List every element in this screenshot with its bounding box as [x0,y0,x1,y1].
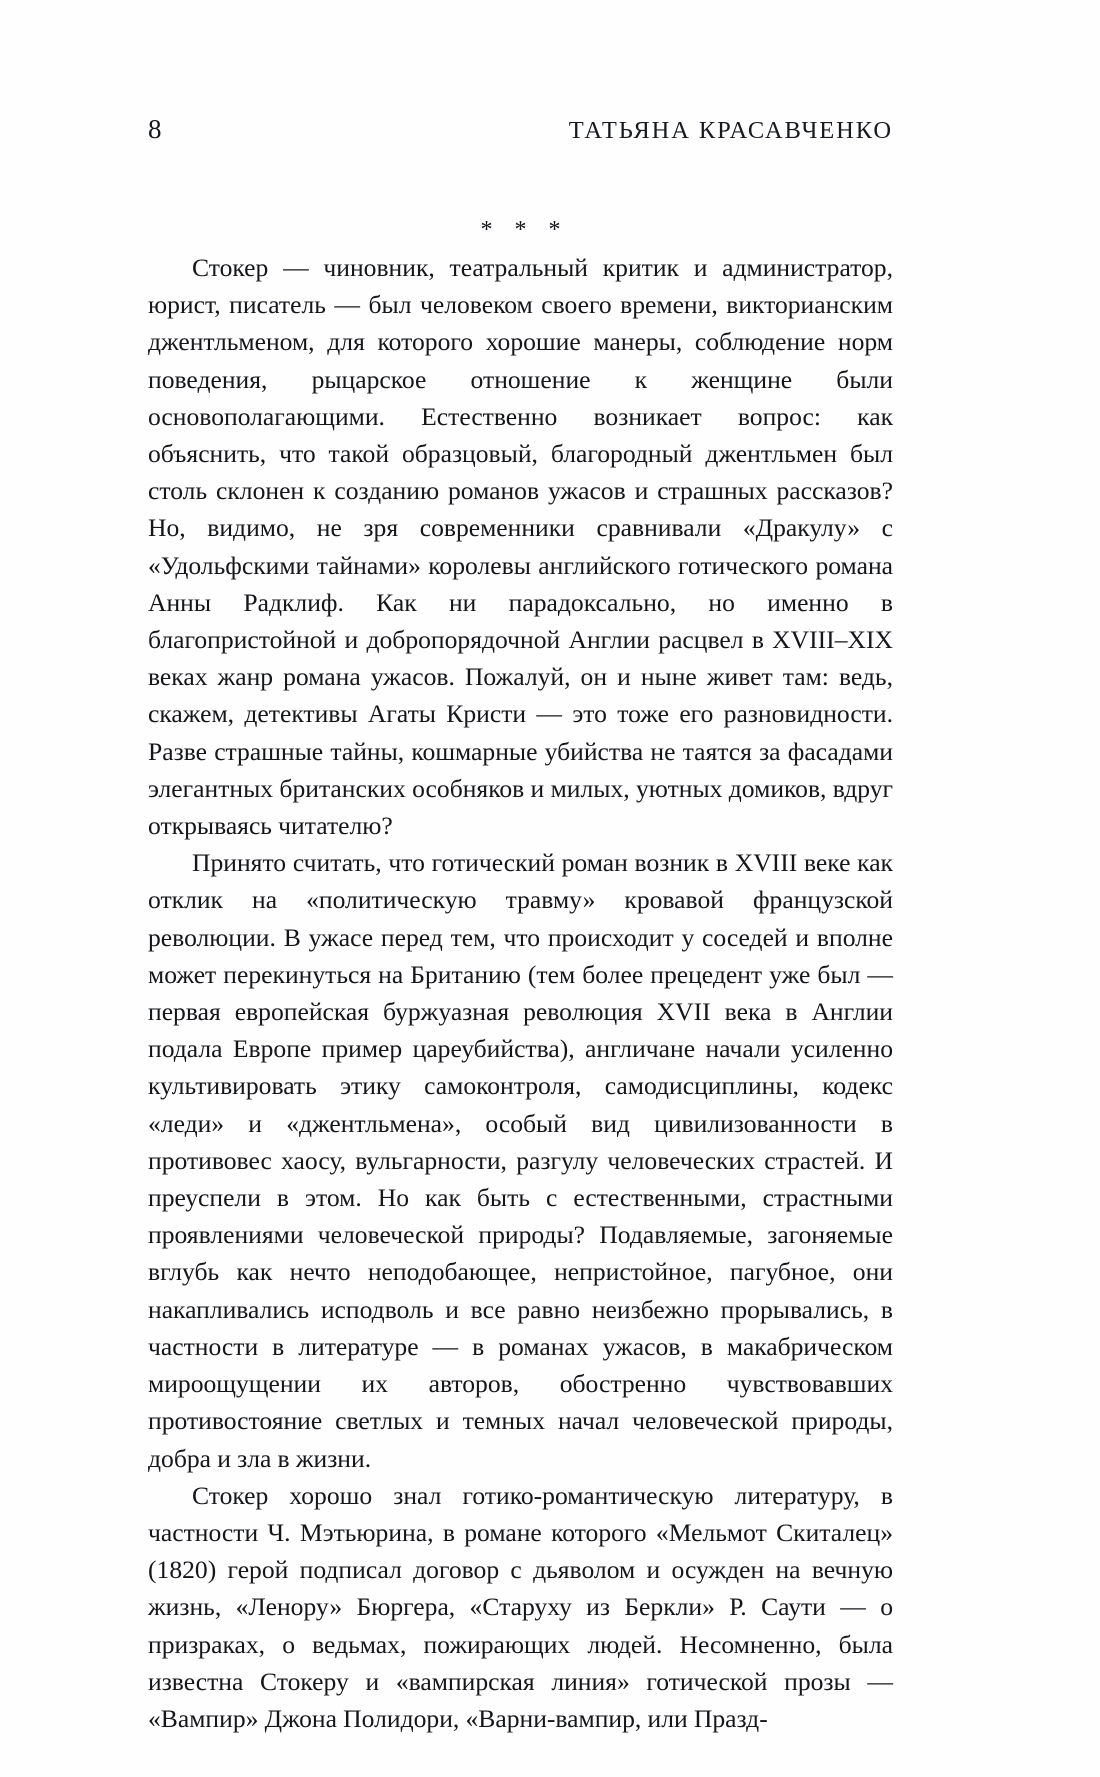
paragraph: Стокер — чиновник, театральный критик и администратор, юрист, писатель — был человеком своего времени, викторианским джентльменом, для которого хорошие манеры, соблюдение норм поведения, рыцарское отношение к женщине были основополагающими. Естественно возникает вопрос: как объяснить, что такой образцовый, благородный джентльмен был столь склонен к созданию романов ужасов и страшных рассказов? Но, видимо, не зря современники сравнивали «Дракулу» с «Удольфскими тайнами» королевы английского готического романа Анны Радклиф. Как ни парадоксально, но именно в благопристойной и добропорядочной Англии расцвел в XVIII–XIX веках жанр романа ужасов. Пожалуй, он и ныне живет там: ведь, скажем, детективы Агаты Кристи — это тоже его разновидности. Разве страшные тайны, кошмарные убийства не таятся за фасадами элегантных британских особняков и милых, уютных домиков, вдруг открываясь читателю? [148,253,893,841]
running-head-title: ТАТЬЯНА КРАСАВЧЕНКО [568,117,893,144]
page-number: 8 [148,114,162,144]
paragraph: Принято считать, что готический роман возник в XVIII веке как отклик на «политическую травму» кровавой французской революции. В ужасе перед тем, что происходит у соседей и вполне может перекинуться на Британию (тем более прецедент уже был — первая европейская буржуазная революция XVII века в Англии подала Европе пример цареубийства), англичане начали усиленно культивировать этику самоконтроля, самодисциплины, кодекс «леди» и «джентльмена», особый вид цивилизованности в противовес хаосу, вульгарности, разгулу человеческих страстей. И преуспели в этом. Но как быть с естественными, страстными проявлениями человеческой природы? Подавляемые, загоняемые вглубь как нечто неподобающее, непристойное, пагубное, они накапливались исподволь и все равно неизбежно прорывались, в частности в литературе — в романах ужасов, в макабрическом мироощущении их авторов, обостренно чувствовавших противостояние светлых и темных начал человеческой природы, добра и зла в жизни. [148,848,893,1473]
text-column [148,213,893,1737]
paragraph: Стокер хорошо знал готико-романтическую литературу, в частности Ч. Мэтьюрина, в романе которого «Мельмот Скиталец» (1820) герой подписал договор с дьяволом и осужден на вечную жизнь, «Ленору» Бюргера, «Старуху из Беркли» Р. Саути — о призраках, о ведьмах, пожирающих людей. Несомненно, была известна Стокеру и «вампирская линия» готической прозы — «Вампир» Джона Полидори, «Варни-вампир, или Празд- [148,1480,893,1733]
running-head [148,116,893,144]
section-divider-asterisks: * * * [480,217,569,243]
